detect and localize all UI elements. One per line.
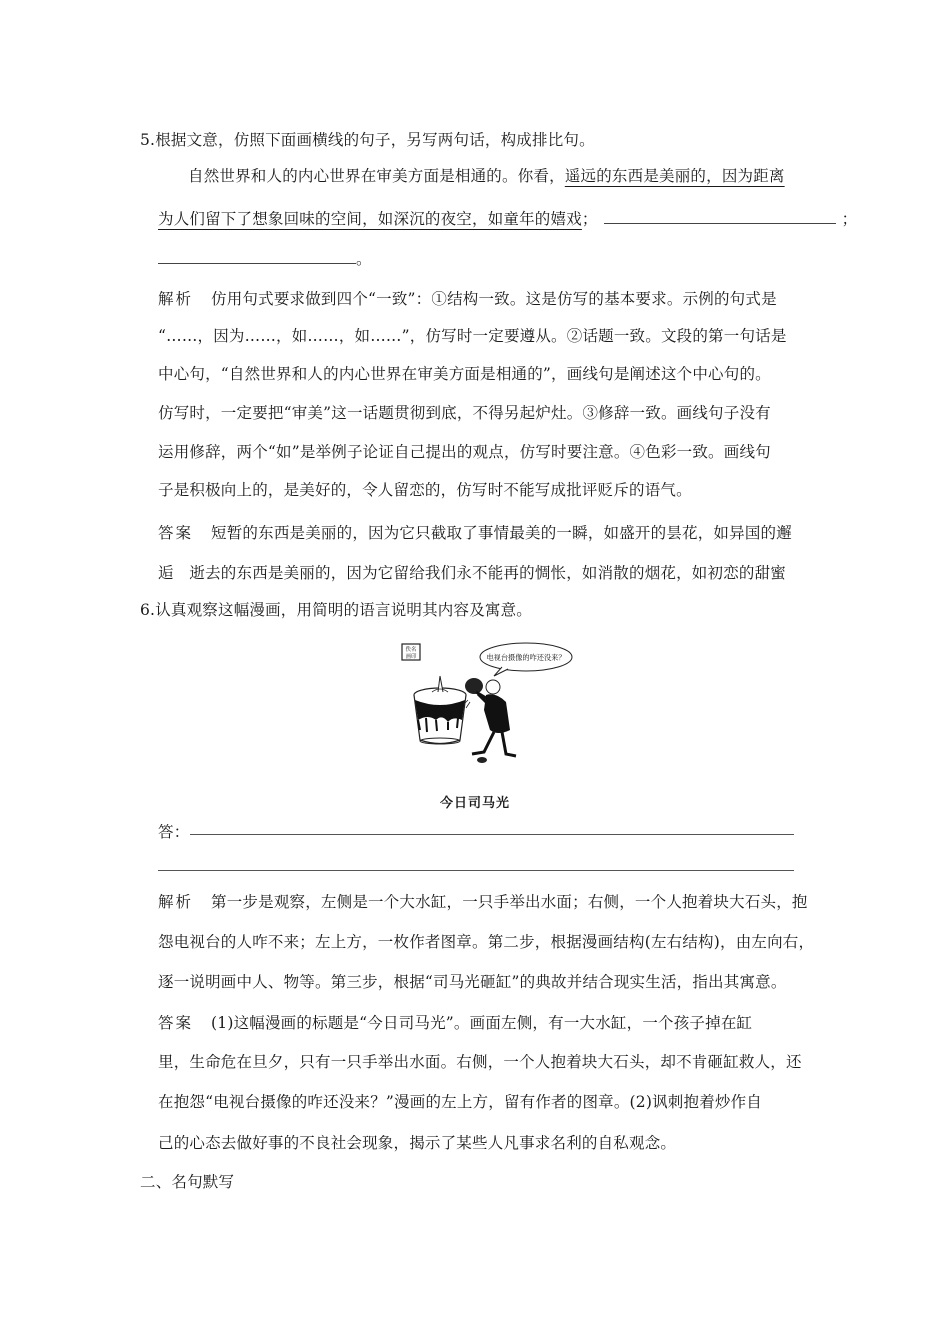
q5-underlined-sentence-part-1: 遥远的东西是美丽的，因为距离 bbox=[564, 167, 785, 185]
q5-analysis-text: 仿用句式要求做到四个“一致”：①结构一致。这是仿写的基本要求。示例的句式是 bbox=[211, 290, 777, 308]
author-seal bbox=[402, 644, 420, 660]
q6-answer-line-2-text: 里，生命危在旦夕，只有一只手举出水面。右侧，一个人抱着块大石头，却不肯砸缸救人，还 bbox=[158, 1053, 802, 1071]
q6-answer-text: (1)这幅漫画的标题是“今日司马光”。画面左侧，有一大水缸，一个孩子掉在缸 bbox=[211, 1014, 753, 1032]
q5-answer-text: 短暂的东西是美丽的，因为它只截取了事情最美的一瞬，如盛开的昙花，如异国的邂 bbox=[211, 524, 792, 542]
q5-analysis-label: 解析 bbox=[158, 290, 194, 308]
q5-analysis-line-3: 中心句，“自然世界和人的内心世界在审美方面是相通的”，画线句是阐述这个中心句的。 bbox=[158, 365, 771, 383]
q6-answer-line-2[interactable] bbox=[158, 870, 794, 871]
q6-answer-label: 答案 bbox=[158, 1014, 194, 1032]
q5-colon: ； bbox=[581, 210, 598, 228]
q5-analysis-line-5: 运用修辞，两个“如”是举例子论证自己提出的观点，仿写时要注意。④色彩一致。画线句 bbox=[158, 443, 771, 461]
q5-title: 5.根据文意，仿照下面画横线的句子，另写两句话，构成排比句。 bbox=[140, 131, 595, 149]
q5-passage-line-2 bbox=[158, 207, 857, 229]
q5-underlined-sentence-part-2: 为人们留下了想象回味的空间，如深沉的夜空，如童年的嬉戏 bbox=[158, 210, 582, 228]
q5-passage-line-1 bbox=[188, 164, 785, 186]
q6-analysis-label: 解析 bbox=[158, 893, 194, 911]
q5-answer-line-1 bbox=[158, 521, 792, 543]
q6-answer-line-4-text: 己的心态去做好事的不良社会现象，揭示了某些人凡事求名利的自私观念。 bbox=[158, 1134, 677, 1152]
q5-answer-label: 答案 bbox=[158, 524, 194, 542]
q6-analysis-line-3: 逐一说明画中人、物等。第三步，根据“司马光砸缸”的典故并结合现实生活，指出其寓意。 bbox=[158, 973, 787, 991]
q5-analysis-line-4: 仿写时，一定要把“审美”这一话题贯彻到底，不得另起炉灶。③修辞一致。画线句子没有 bbox=[158, 404, 771, 422]
q5-answer-line-2: 逅 逝去的东西是美丽的，因为它留给我们永不能再的惆怅，如消散的烟花，如初恋的甜蜜 bbox=[158, 564, 787, 582]
q5-passage-line-3 bbox=[158, 247, 372, 269]
q5-semicolon: ； bbox=[841, 210, 858, 228]
q5-analysis-line-6: 子是积极向上的，是美好的，令人留恋的，仿写时不能写成批评贬斥的语气。 bbox=[158, 481, 692, 499]
svg-text:画印: 画印 bbox=[405, 654, 417, 660]
man-holding-rock bbox=[464, 678, 516, 763]
water-vat bbox=[414, 676, 466, 744]
q5-answer-blank-2[interactable] bbox=[158, 249, 356, 264]
cartoon-caption: 今日司马光 bbox=[440, 796, 511, 811]
speech-bubble bbox=[480, 643, 572, 676]
q5-passage-text: 自然世界和人的内心世界在审美方面是相通的。你看， bbox=[188, 167, 565, 185]
q5-analysis-line-1 bbox=[158, 287, 777, 309]
q5-answer-blank-1[interactable] bbox=[604, 209, 836, 224]
speech-text: 电视台摄像的咋还没来？ bbox=[486, 653, 566, 662]
q5-period: 。 bbox=[356, 250, 372, 268]
q6-analysis-line-1 bbox=[158, 890, 808, 912]
q6-title: 6.认真观察这幅漫画，用简明的语言说明其内容及寓意。 bbox=[140, 601, 532, 619]
q6-answer-line-1-text bbox=[158, 1011, 752, 1033]
q6-answer-line-3-text: 在抱怨“电视台摄像的咋还没来？”漫画的左上方，留有作者的图章。(2)讽刺抱着炒作自 bbox=[158, 1093, 763, 1111]
cartoon-illustration bbox=[398, 640, 578, 780]
q6-analysis-line-2: 怨电视台的人咋不来；左上方，一枚作者图章。第二步，根据漫画结构(左右结构)，由左向右， bbox=[158, 933, 815, 951]
svg-text:佚名: 佚名 bbox=[405, 647, 417, 653]
section-2-title: 二、名句默写 bbox=[140, 1173, 235, 1191]
q6-analysis-text: 第一步是观察，左侧是一个大水缸，一只手举出水面；右侧，一个人抱着块大石头，抱 bbox=[211, 893, 808, 911]
q6-answer-line-1[interactable] bbox=[190, 834, 794, 835]
q5-analysis-line-2: “……，因为……，如……，如……”，仿写时一定要遵从。②话题一致。文段的第一句话是 bbox=[158, 327, 787, 345]
q6-answer-prompt: 答： bbox=[158, 823, 190, 841]
